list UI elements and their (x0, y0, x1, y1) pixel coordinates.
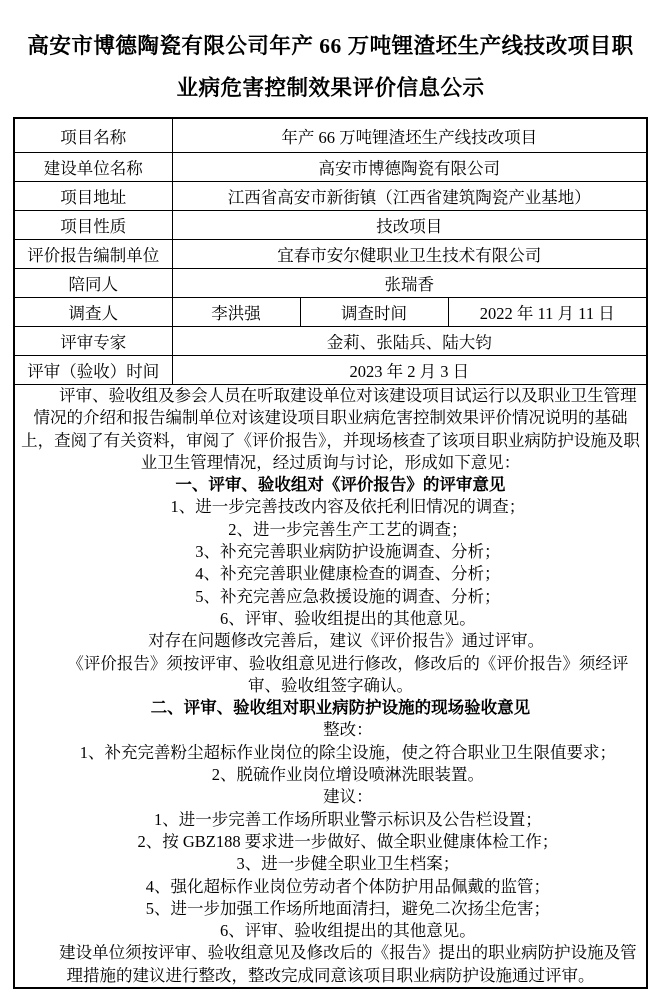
table-row (14, 240, 647, 269)
row-label: 调查时间 (300, 298, 448, 327)
suggest-label: 建议： (323, 787, 373, 807)
row-label: 调查人 (14, 298, 172, 327)
section1-conclusion-short: 对存在问题修改完善后，建议《评价报告》通过评审。 (148, 631, 545, 651)
row-value: 宜春市安尔健职业卫生技术有限公司 (172, 240, 647, 269)
table-row (14, 153, 647, 182)
row-label: 陪同人 (14, 269, 172, 298)
section1-conclusion-long: 《评价报告》须按评审、验收组意见进行修改，修改后的《评价报告》须经评审、验收组签字确认。 (67, 653, 629, 695)
section2-heading: 二、评审、验收组对职业病防护设施的现场验收意见 (150, 698, 531, 718)
row-label: 建设单位名称 (14, 153, 172, 182)
row-label: 评价报告编制单位 (14, 240, 172, 269)
table-row-opinions (14, 385, 647, 989)
row-value: 技改项目 (172, 211, 647, 240)
rectify-item: 2、脱硫作业岗位增设喷淋洗眼装置。 (211, 765, 484, 785)
row-value: 李洪强 (172, 298, 300, 327)
opinions-intro-paragraph: 评审、验收组及参会人员在听取建设单位对该建设项目试运行以及职业卫生管理情况的介绍和报告编制单位对该建设项目职业病危害控制效果评价情况说明的基础上，查阅了有关资料，审阅了《评价报告》，并现场核查了该项目职业病防护设施及职业卫生管理情况，经过质询与讨论，形成如下意见： (21, 386, 640, 472)
row-label: 项目地址 (14, 182, 172, 211)
suggest-item: 4、强化超标作业岗位劳动者个体防护用品佩戴的监管； (145, 876, 550, 896)
row-label: 评审专家 (14, 327, 172, 356)
row-value: 江西省高安市新街镇（江西省建筑陶瓷产业基地） (172, 182, 647, 211)
row-value: 张瑞香 (172, 269, 647, 298)
project-info-table (13, 117, 648, 989)
opinion-item: 3、补充完善职业病防护设施调查、分析； (195, 542, 501, 562)
section2-conclusion: 建设单位须按评审、验收组意见及修改后的《报告》提出的职业病防护设施及管理措施的建议进行整改，整改完成同意该项目职业病防护设施通过评审。 (59, 943, 637, 985)
table-row-investigator (14, 298, 647, 327)
rectify-label: 整改： (323, 720, 373, 740)
rectify-item: 1、补充完善粉尘超标作业岗位的除尘设施，使之符合职业卫生限值要求； (79, 742, 616, 762)
table-row (14, 327, 647, 356)
row-value: 高安市博德陶瓷有限公司 (172, 153, 647, 182)
row-label: 项目性质 (14, 211, 172, 240)
opinion-item: 2、进一步完善生产工艺的调查； (228, 519, 468, 539)
row-label: 项目名称 (14, 118, 172, 153)
suggest-item: 2、按 GBZ188 要求进一步做好、做全职业健康体检工作； (137, 831, 559, 851)
row-value: 金莉、张陆兵、陆大钧 (172, 327, 647, 356)
opinion-item: 4、补充完善职业健康检查的调查、分析； (195, 564, 501, 584)
table-row (14, 118, 647, 153)
opinion-item: 1、进一步完善技改内容及依托利旧情况的调查； (170, 497, 526, 517)
table-row (14, 356, 647, 385)
row-value: 2023 年 2 月 3 日 (172, 356, 647, 385)
suggest-item: 6、评审、验收组提出的其他意见。 (219, 921, 476, 941)
table-row (14, 211, 647, 240)
row-value: 2022 年 11 月 11 日 (448, 298, 647, 327)
table-row (14, 182, 647, 211)
suggest-item: 1、进一步完善工作场所职业警示标识及公告栏设置； (153, 809, 542, 829)
section1-heading: 一、评审、验收组对《评价报告》的评审意见 (175, 475, 506, 495)
table-row (14, 269, 647, 298)
suggest-item: 5、进一步加强工作场所地面清扫，避免二次扬尘危害； (145, 898, 550, 918)
opinion-item: 6、评审、验收组提出的其他意见。 (219, 608, 476, 628)
page-title: 高安市博德陶瓷有限公司年产 66 万吨锂渣坯生产线技改项目职业病危害控制效果评价信息公示 (27, 34, 634, 100)
opinions-cell (14, 385, 647, 989)
opinion-item: 5、补充完善应急救援设施的调查、分析； (195, 586, 501, 606)
row-label: 评审（验收）时间 (14, 356, 172, 385)
suggest-item: 3、进一步健全职业卫生档案； (236, 854, 460, 874)
row-value: 年产 66 万吨锂渣坯生产线技改项目 (172, 118, 647, 153)
